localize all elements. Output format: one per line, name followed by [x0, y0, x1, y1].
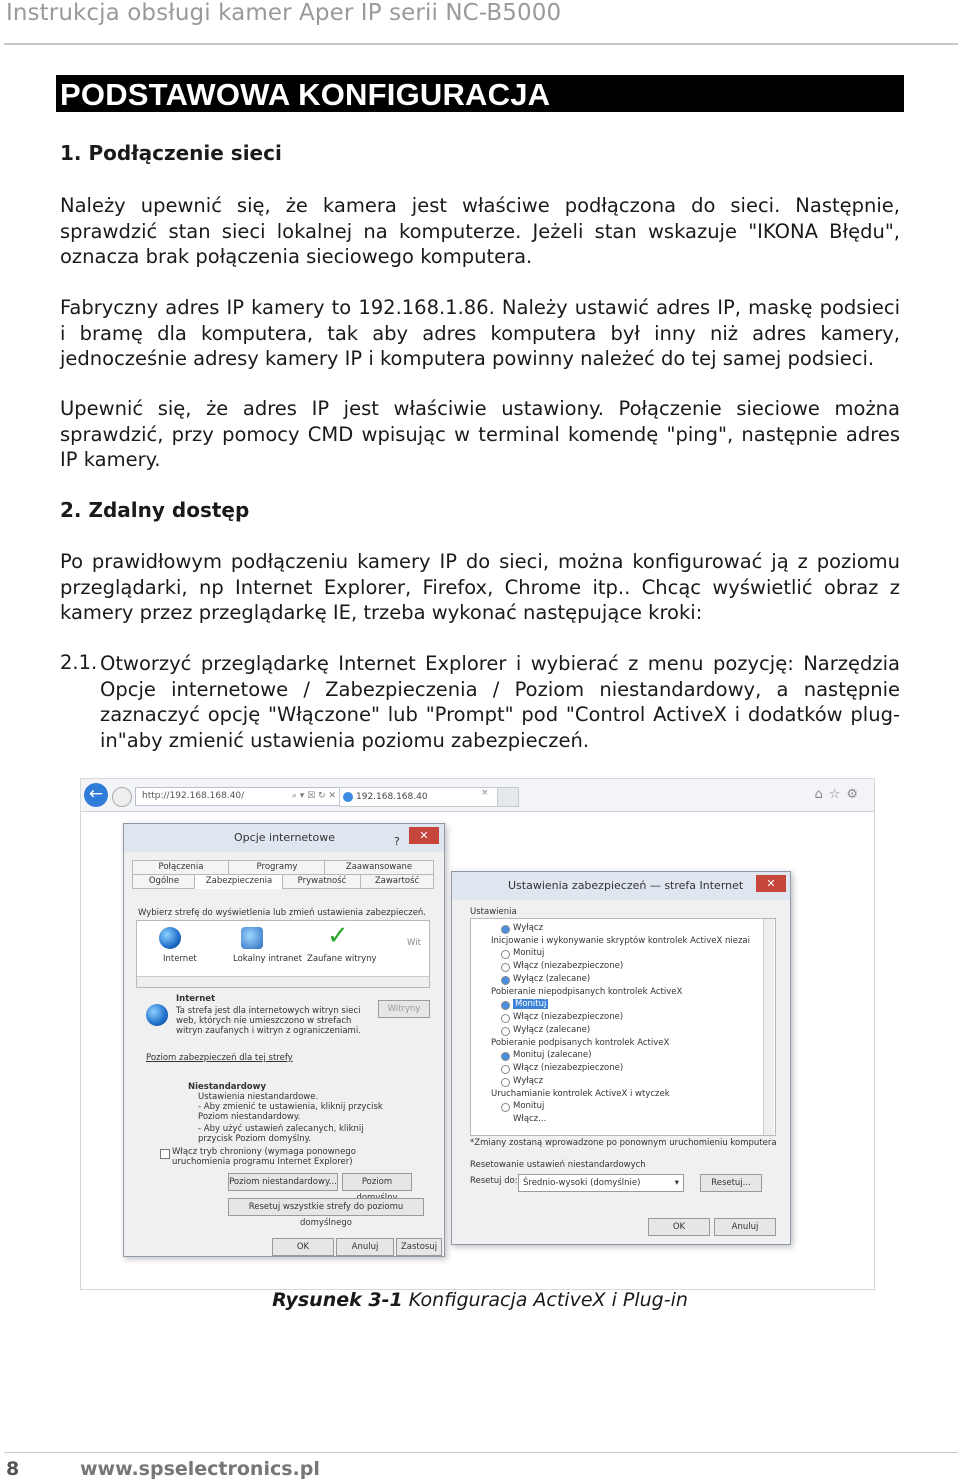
list-item[interactable]: Wyłącz	[513, 1076, 544, 1086]
forward-arrow-icon[interactable]	[112, 787, 132, 807]
new-tab-button[interactable]	[497, 787, 519, 807]
tab-privacy[interactable]: Prywatność	[282, 874, 362, 889]
list-item[interactable]: Monituj	[513, 948, 545, 958]
close-icon[interactable]: ✕	[409, 827, 439, 844]
restart-note: *Zmiany zostaną wprowadzone po ponownym uruchomieniu komputera	[470, 1138, 777, 1148]
custom-level-title: Niestandardowy	[188, 1082, 267, 1092]
tab-connections[interactable]: Połączenia	[132, 860, 230, 875]
custom-level-desc1: Ustawienia niestandardowe.	[198, 1092, 319, 1102]
figure-caption-text: Konfiguracja ActiveX i Plug-in	[402, 1289, 688, 1311]
list-item[interactable]: Wyłącz (zalecane)	[513, 1025, 591, 1035]
apply-button[interactable]: Zastosuj	[396, 1238, 442, 1256]
security-settings-list[interactable]	[470, 918, 776, 1136]
globe-icon-large	[146, 1004, 168, 1026]
zone-name: Internet	[176, 994, 216, 1004]
zone-restricted-partial[interactable]: Wit	[407, 938, 421, 948]
radio-option[interactable]	[501, 1078, 510, 1087]
zone-internet[interactable]: Internet	[163, 954, 197, 964]
paragraph-browser-access: Po prawidłowym podłączeniu kamery IP do sieci, można konfigurować ją z poziomu przeglądarki, np Internet Explorer, Firefox, Chrome itp.. Chcąc wyświetlić obraz z kamery przez przeglądarkę IE, trzeba wykonać następujące kroki:	[60, 550, 900, 624]
radio-option[interactable]	[501, 950, 510, 959]
reset-to-label: Resetuj do:	[470, 1176, 518, 1186]
zone-list-scrollbar[interactable]	[137, 976, 429, 987]
zone-description: Ta strefa jest dla internetowych witryn sieci web, których nie umieszczono w strefach witryn zaufanych i witryn z ograniczeniami.	[176, 1006, 361, 1036]
tab-content[interactable]: Zawartość	[360, 874, 434, 889]
default-level-button[interactable]: Poziom	[342, 1173, 412, 1191]
zone-local-intranet[interactable]: Lokalny intranet	[233, 954, 302, 964]
globe-icon	[159, 927, 181, 949]
radio-option[interactable]	[501, 1052, 510, 1061]
settings-label: Ustawienia	[470, 907, 517, 917]
figure-caption-label: Rysunek 3-1	[272, 1289, 403, 1311]
figure-caption	[0, 1289, 960, 1311]
reset-level-select[interactable]	[518, 1174, 684, 1192]
help-icon[interactable]: ?	[394, 835, 400, 848]
custom-level-desc3: - Aby użyć ustawień zalecanych, kliknij przycisk Poziom domyślny.	[198, 1124, 364, 1144]
tab-security[interactable]: Zabezpieczenia	[194, 874, 284, 889]
reset-level-value: Średnio-wysoki (domyślnie)	[523, 1178, 641, 1188]
reset-custom-label: Resetowanie ustawień niestandardowych	[470, 1160, 646, 1170]
page-number: 8	[6, 1458, 20, 1480]
internet-options-titlebar	[124, 824, 444, 852]
paragraph-ping: Upewnić się, że adres IP jest właściwie ustawiony. Połączenie sieciowe można sprawdzić, przy pomocy CMD wpisując w terminal komendę "ping", następnie adres IP kamery.	[60, 397, 900, 471]
list-item[interactable]: Włącz (niezabezpieczone)	[513, 1012, 624, 1022]
ok-button[interactable]: OK	[648, 1218, 710, 1236]
radio-option[interactable]	[501, 1027, 510, 1036]
address-bar[interactable]	[135, 787, 341, 806]
section-title-bar	[56, 75, 904, 112]
internet-options-title: Opcje internetowe	[234, 831, 335, 844]
list-item-group: Uruchamianie kontrolek ActiveX i wtyczek	[491, 1089, 670, 1099]
zone-list[interactable]	[136, 920, 430, 988]
document-header-title: Instrukcja obsługi kamer Aper IP serii NC-B5000	[6, 0, 562, 26]
heading-network-connection: 1. Podłączenie sieci	[60, 141, 282, 165]
list-item-selected[interactable]	[513, 999, 548, 1009]
protected-mode-checkbox[interactable]	[160, 1149, 170, 1159]
list-item-group: Inicjowanie i wykonywanie skryptów kontrolek ActiveX niezai	[491, 936, 751, 946]
settings-scrollbar[interactable]	[763, 919, 774, 1135]
footer-url: www.spselectronics.pl	[80, 1458, 320, 1480]
tab-general[interactable]: Ogólne	[132, 874, 196, 889]
sites-button[interactable]: Witryny	[378, 1000, 430, 1018]
list-item[interactable]: Monituj (zalecane)	[513, 1050, 592, 1060]
footer-divider	[4, 1452, 958, 1453]
radio-option[interactable]	[501, 1014, 510, 1023]
list-item[interactable]: Włącz (niezabezpieczone)	[513, 961, 624, 971]
list-item[interactable]: Monituj	[513, 1101, 545, 1111]
radio-option[interactable]	[501, 1001, 510, 1010]
list-item[interactable]: Włącz (niezabezpieczone)	[513, 1063, 624, 1073]
cancel-button[interactable]: Anuluj	[336, 1238, 394, 1256]
cancel-button[interactable]: Anuluj	[714, 1218, 776, 1236]
selected-option-text: Monituj	[515, 999, 547, 1009]
ie-tab-icon	[343, 792, 353, 802]
intranet-icon	[241, 927, 263, 949]
header-divider	[4, 43, 958, 45]
internet-options-dialog	[123, 823, 445, 1257]
figure-ie-screenshot	[80, 778, 875, 1290]
radio-option[interactable]	[501, 1065, 510, 1074]
reset-button[interactable]: Resetuj...	[700, 1174, 762, 1192]
paragraph-default-ip: Fabryczny adres IP kamery to 192.168.1.86. Należy ustawić adres IP, maskę podsieci i bramę dla komputera, tak aby adres komputera był inny niż adres kamery, jednocześnie adresy kamery IP i komputera powinny należeć do tej samej podsieci.	[60, 296, 900, 370]
list-item[interactable]: Wyłącz	[513, 923, 544, 933]
list-item-group: Pobieranie niepodpisanych kontrolek ActiveX	[491, 987, 683, 997]
custom-level-desc2: - Aby zmienić te ustawienia, kliknij przycisk Poziom niestandardowy.	[198, 1102, 383, 1122]
zone-trusted-sites[interactable]: Zaufane witryny	[307, 954, 377, 964]
address-bar-icons: ⌕ ▾ ☒ ↻ ✕	[291, 791, 336, 801]
home-favorites-settings-icons[interactable]: ⌂☆⚙	[814, 787, 864, 802]
security-settings-dialog	[451, 871, 791, 1245]
browser-tab-label: 192.168.168.40	[356, 792, 428, 802]
chevron-down-icon: ▾	[674, 1178, 679, 1188]
tab-close-icon[interactable]: ×	[481, 788, 489, 798]
custom-level-button[interactable]: Poziom niestandardowy...	[228, 1173, 338, 1191]
tab-programs[interactable]: Programy	[228, 860, 326, 875]
reset-all-zones-button[interactable]: Resetuj wszystkie strefy do poziomu domyślnego	[228, 1198, 424, 1216]
radio-option[interactable]	[501, 963, 510, 972]
security-level-label: Poziom zabezpieczeń dla tej strefy	[146, 1053, 293, 1063]
radio-option[interactable]	[501, 976, 510, 985]
protected-mode-label: Włącz tryb chroniony (wymaga ponownego uruchomienia programu Internet Explorer)	[172, 1147, 356, 1167]
list-item[interactable]: Wyłącz (zalecane)	[513, 974, 591, 984]
paragraph-network-check: Należy upewnić się, że kamera jest właściwe podłączona do sieci. Następnie, sprawdzić stan sieci lokalnej na komputerze. Jeżeli stan wskazuje "IKONA Błędu", oznacza brak połączenia sieciowego komputera.	[60, 194, 900, 268]
zone-prompt: Wybierz strefę do wyświetlenia lub zmień ustawienia zabezpieczeń.	[138, 908, 427, 918]
radio-option[interactable]	[501, 1103, 510, 1112]
section-title: PODSTAWOWA KONFIGURACJA	[60, 77, 551, 112]
radio-option[interactable]	[501, 925, 510, 934]
close-icon[interactable]: ✕	[756, 875, 786, 892]
address-text: http://192.168.168.40/	[142, 791, 245, 801]
browser-toolbar	[81, 779, 874, 812]
security-settings-title: Ustawienia zabezpieczeń — strefa Internet	[508, 879, 744, 892]
checkmark-icon: ✓	[327, 921, 349, 951]
step-text: Otworzyć przeglądarkę Internet Explorer i wybierać z menu pozycję: Narzędzia Opcje internetowe / Zabezpieczenia / Poziom niestandardowy, a następnie zaznaczyć opcję "Włączone" lub "Prompt" pod "Control ActiveX i dodatków plug-in"aby zmienić ustawienia poziomu zabezpieczeń.	[100, 652, 900, 752]
back-arrow-icon[interactable]: ←	[84, 783, 108, 807]
ok-button[interactable]: OK	[272, 1238, 334, 1256]
heading-remote-access: 2. Zdalny dostęp	[60, 498, 250, 522]
step-number: 2.1.	[60, 651, 98, 674]
list-item-group: Pobieranie podpisanych kontrolek ActiveX	[491, 1038, 670, 1048]
tab-advanced[interactable]: Zaawansowane	[324, 860, 434, 875]
security-settings-titlebar	[452, 872, 790, 900]
list-item[interactable]: Włącz...	[513, 1114, 547, 1124]
